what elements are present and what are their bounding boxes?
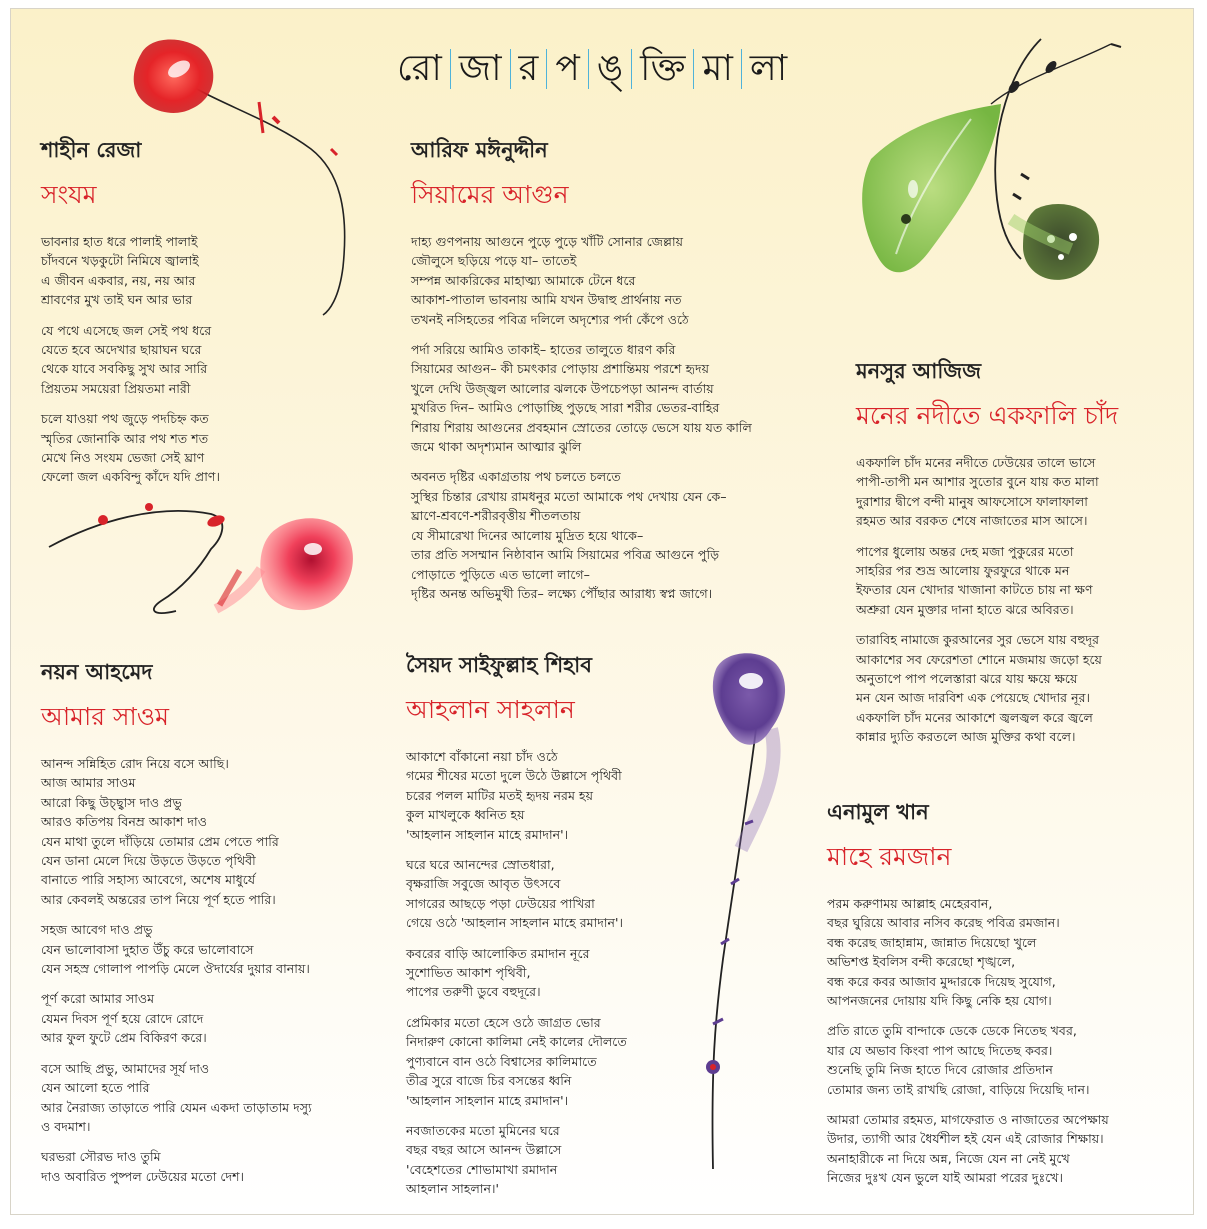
stanza bbox=[406, 855, 706, 933]
stanza bbox=[827, 1021, 1177, 1099]
poem-line: অনাহারীকে না দিয়ে অন্ন, নিজে যেন না নেই মুখে bbox=[827, 1150, 1070, 1166]
poem-line: আজ আমার সাওম bbox=[41, 775, 136, 791]
poem-line: খুলে দেখি উজ্জ্বল আলোর ঝলকে উপচেপড়া আনন্দ বার্তায় bbox=[411, 380, 714, 396]
poem-line: ফেলো জল একবিন্দু কাঁদে যদি প্রাণ। bbox=[41, 469, 220, 485]
poem-line: তীব্র সুরে বাজে চির বসন্তের ধ্বনি bbox=[406, 1073, 572, 1089]
stanza bbox=[406, 944, 706, 1002]
page-title bbox=[389, 47, 795, 91]
poem-line: পুণ্যবানে বান ওঠে বিশ্বাসের কালিমাতে bbox=[406, 1053, 597, 1069]
poem-line: আহলান সাহলান।' bbox=[406, 1181, 499, 1197]
title-char: ক্তি bbox=[640, 48, 686, 89]
poem-line: মেখে নিও সংযম ভেজা সেই ঘ্রাণ bbox=[41, 450, 205, 466]
poem-block bbox=[856, 355, 1186, 758]
poem-line: আর নৈরাজ্য তাড়াতে পারি যেমন একদা তাড়াতাম দস্যু bbox=[41, 1099, 312, 1115]
stanza bbox=[41, 920, 401, 978]
purple-flower-icon bbox=[706, 653, 785, 1169]
poem-line: সুস্থির চিন্তার রেখায় রামধনুর মতো আমাকে পথ দেখায় যেন কে– bbox=[411, 488, 727, 504]
stanza bbox=[41, 409, 341, 487]
stanza bbox=[411, 232, 831, 329]
poem-line: তোমার জন্য তাই রাখছি রোজা, বাড়িয়ে দিয়েছি দান। bbox=[827, 1081, 1090, 1097]
stanza bbox=[41, 1147, 401, 1186]
poetry-page bbox=[10, 8, 1194, 1215]
poem-line: আকাশে বাঁকানো নয়া চাঁদ ওঠে bbox=[406, 749, 558, 764]
poem-line: যেন আলো হতে পারি bbox=[41, 1080, 150, 1096]
poem-line: আনন্দ সন্নিহিত রোদ নিয়ে বসে আছি। bbox=[41, 756, 229, 771]
poem-line: প্রতি রাতে তুমি বান্দাকে ডেকে ডেকে নিতেছ খবর, bbox=[827, 1023, 1077, 1039]
poem-line: আর কেবলই অন্তরের তাপ নিয়ে পূর্ণ হতে পারি। bbox=[41, 891, 276, 907]
poem-title: আহলান সাহলান bbox=[406, 695, 575, 724]
stanza bbox=[411, 467, 831, 603]
poem-line: যে পথে এসেছে জল সেই পথ ধরে bbox=[41, 322, 212, 338]
poem-line: অশ্রুরা যেন মুক্তার দানা হাতে ঝরে অবিরত। bbox=[856, 601, 1074, 617]
poem-line: মুখরিত দিন– আমিও পোড়াচ্ছি পুড়ছে সারা শরীর ভেতর-বাহির bbox=[411, 400, 720, 416]
stanza bbox=[856, 542, 1186, 620]
stanza bbox=[41, 232, 341, 310]
poem-line: ও বদমাশ। bbox=[41, 1118, 91, 1134]
poem-line: মন যেন আজ দারবিশ এক পেয়েছে খোদার নূর। bbox=[856, 690, 1091, 706]
pink-flower-icon bbox=[49, 503, 353, 613]
poem-line: আরও কতিপয় বিনম্র আকাশ দাও bbox=[41, 814, 207, 830]
stanza bbox=[406, 747, 706, 844]
poem-block bbox=[41, 656, 401, 1197]
poet-name: শাহীন রেজা bbox=[41, 137, 142, 162]
poem-line: অবনত দৃষ্টির একাগ্রতায় পথ চলতে চলতে bbox=[411, 469, 621, 485]
title-char: লা bbox=[749, 48, 788, 89]
poem-line: শ্রাবণের মুখ তাই ঘন আর ভার bbox=[41, 292, 193, 308]
poem-line: সহজ আবেগ দাও প্রভু bbox=[41, 922, 153, 938]
poem-line: পর্দা সরিয়ে আমিও তাকাই– হাতের তালুতে ধারণ করি bbox=[411, 342, 676, 358]
poem-line: রহমত আর বরকত শেষে নাজাতের মাস আসে। bbox=[856, 513, 1088, 529]
poem-line: ঘ্রাণে-শ্রবণে-শরীরবৃত্তীয় শীতলতায় bbox=[411, 508, 581, 524]
poem-line: যেতে হবে অদেখার ছায়াঘন ঘরে bbox=[41, 342, 202, 358]
poem-line: যেন ভালোবাসা দুহাত উঁচু করে ভালোবাসে bbox=[41, 941, 254, 957]
poem-line: 'আহলান সাহলান মাহে রমাদান'। bbox=[406, 1092, 569, 1108]
stanza bbox=[411, 340, 831, 456]
poem-line: ঘরভরা সৌরভ দাও তুমি bbox=[41, 1149, 161, 1165]
poem-title: মাহে রমজান bbox=[827, 842, 952, 871]
poem-line: বৃক্ষরাজি সবুজে আবৃত উৎসবে bbox=[406, 876, 561, 892]
poem-line: চাঁদবনে খড়কুটো নিমিষে জ্বালাই bbox=[41, 253, 199, 269]
poem-line: অভিশপ্ত ইবলিস বন্দী করেছো শৃঙ্খলে, bbox=[827, 954, 1016, 970]
poem-line: পাপের তরুণী ডুবে বহুদূরে। bbox=[406, 984, 541, 1000]
poem-line: পোড়াতে পুড়িতে এত ভালো লাগে– bbox=[411, 566, 590, 582]
poem-line: আকাশ-পাতাল ভাবনায় আমি যখন উদ্বাহু প্রার্থনায় নত bbox=[411, 292, 682, 308]
poem-line: দৃষ্টির অনন্ত অভিমুখী তির– লক্ষ্যে পৌঁছার আরাধ্য স্বপ্ন জাগে। bbox=[411, 585, 713, 601]
poem-line: শিরায় শিরায় আগুনের প্রবহমান স্রোতের তোড়ে ভেসে যায় যত কালি bbox=[411, 419, 752, 435]
poem-line: আর ফুল ফুটে প্রেম বিকিরণ করে। bbox=[41, 1030, 207, 1046]
title-char: প bbox=[555, 48, 580, 89]
poem-line: যেন ডানা মেলে দিয়ে উড়তে উড়তে পৃথিবী bbox=[41, 853, 256, 869]
poem-line: কান্নার দ্যুতি করতলে আজ মুক্তির কথা বলে। bbox=[856, 729, 1076, 745]
poem-line: জমে থাকা অদৃশ্যমান আত্মার ঝুলি bbox=[411, 439, 582, 455]
poem-line: আরো কিছু উচ্ছ্বাস দাও প্রভু bbox=[41, 794, 182, 810]
poem-line: পাপের ধুলোয় অন্তর দেহ মজা পুকুরের মতো bbox=[856, 543, 1074, 559]
stanza bbox=[41, 754, 401, 909]
title-char: ঙ্ bbox=[596, 48, 624, 89]
poem-line: তারাবিহ নামাজে কুরআনের সুর ভেসে যায় বহুদূর bbox=[856, 632, 1100, 648]
poem-line: বানাতে পারি সহাস্য আবেগে, অশেষ মাধুর্যে bbox=[41, 872, 256, 888]
poem-line: আমরা তোমার রহমত, মাগফেরাত ও নাজাতের অপেক্ষায় bbox=[827, 1112, 1109, 1128]
poem-block bbox=[406, 649, 706, 1210]
poem-line: উদার, ত্যাগী আর ধৈর্যশীল হই যেন এই রোজার শিক্ষায়। bbox=[827, 1131, 1104, 1147]
poem-line: আপনজনের দোয়ায় যদি কিছু নেকি হয় যোগ। bbox=[827, 993, 1052, 1009]
title-char: র bbox=[518, 48, 539, 89]
poem-line: কুল মাখলুকে ধ্বনিত হয় bbox=[406, 807, 525, 823]
poem-line: একফালি চাঁদ মনের নদীতে ঢেউয়ের তালে ভাসে bbox=[856, 455, 1096, 470]
poem-block bbox=[411, 134, 831, 614]
poem-line: চরের পলল মাটির মতই হৃদয় নরম হয় bbox=[406, 787, 594, 803]
poem-line: পরম করুণাময় আল্লাহ মেহেরবান, bbox=[827, 896, 993, 911]
poem-title: সিয়ামের আগুন bbox=[411, 180, 569, 209]
poem-line: পাপী-তাপী মন আশার সুতোর বুনে যায় কত মালা bbox=[856, 474, 1099, 490]
poem-line: বসে আছি প্রভু, আমাদের সূর্য দাও bbox=[41, 1060, 210, 1076]
poet-name: নয়ন আহমেদ bbox=[41, 659, 153, 684]
poet-name: এনামুল খান bbox=[827, 799, 929, 824]
poem-line: গেয়ে ওঠে 'আহলান সাহলান মাহে রমাদান'। bbox=[406, 915, 624, 931]
poem-line: আকাশের সব ফেরেশতা শোনে মজমায় জড়ো হয়ে bbox=[856, 651, 1102, 667]
poem-line: একফালি চাঁদ মনের আকাশে জ্বলজ্বল করে জ্বলে bbox=[856, 709, 1093, 725]
poem-line: নিদারুণ কোনো কালিমা নেই কালের দৌলতে bbox=[406, 1034, 627, 1050]
stanza bbox=[406, 1121, 706, 1199]
poem-line: থেকে যাবে সবকিছু সুখ আর সারি bbox=[41, 361, 208, 377]
poem-line: দাহ্য গুণপনায় আগুনে পুড়ে পুড়ে খাঁটি সোনার জেল্লায় bbox=[411, 234, 684, 249]
poem-line: নিজের দুঃখ যেন ভুলে যাই আমরা পরের দুঃখে। bbox=[827, 1170, 1064, 1186]
stanza bbox=[827, 894, 1177, 1010]
poem-line: পূর্ণ করো আমার সাওম bbox=[41, 991, 155, 1007]
poem-line: সম্পন্ন আকরিকের মাহাত্ম্য আমাকে টেনে ধরে bbox=[411, 272, 636, 288]
poem-line: জৌলুসে ছড়িয়ে পড়ে যা– তাতেই bbox=[411, 253, 577, 269]
green-leaf-icon bbox=[862, 39, 1121, 280]
poem-line: বছর বছর আসে আনন্দ উল্লাসে bbox=[406, 1142, 562, 1158]
poem-title: আমার সাওম bbox=[41, 702, 170, 731]
poem-line: বন্ধ করে কবর আজাব মুদ্দারকে দিয়েছ সুযোগ, bbox=[827, 973, 1056, 989]
poet-name: সৈয়দ সাইফুল্লাহ শিহাব bbox=[406, 652, 592, 677]
poem-line: গমের শীষের মতো দুলে উঠে উল্লাসে পৃথিবী bbox=[406, 768, 622, 784]
poem-line: এ জীবন একবার, নয়, নয় আর bbox=[41, 272, 196, 288]
poem-line: ইফতার যেন খোদার খাজানা কাটতে চায় না ক্ষণ bbox=[856, 582, 1093, 598]
poem-line: যে সীমারেখা দিনের আলোয় মুদ্রিত হয়ে থাকে– bbox=[411, 527, 644, 543]
poem-line: স্মৃতির জোনাকি আর পথ শত শত bbox=[41, 430, 209, 446]
poem-title: মনের নদীতে একফালি চাঁদ bbox=[856, 401, 1119, 430]
poem-line: অনুতাপে পাপ পলেস্তারা ঝরে যায় ক্ষয়ে ক্ষয়ে bbox=[856, 671, 1078, 687]
stanza bbox=[856, 453, 1186, 531]
poem-line: প্রেমিকার মতো হেসে ওঠে জাগ্রত ভোর bbox=[406, 1014, 601, 1030]
poem-line: বন্ধ করেছ জাহান্নাম, জান্নাত দিয়েছো খুলে bbox=[827, 934, 1037, 950]
poem-line: শুনেছি তুমি নিজ হাতে দিবে রোজার প্রতিদান bbox=[827, 1062, 1053, 1078]
poem-line: বছর ঘুরিয়ে আবার নসিব করেছ পবিত্র রমজান। bbox=[827, 915, 1060, 931]
poet-name: মনসুর আজিজ bbox=[856, 358, 982, 383]
poem-block bbox=[41, 134, 341, 498]
poem-line: সুশোভিত আকাশ পৃথিবী, bbox=[406, 965, 531, 981]
poem-line: সিয়ামের আগুন– কী চমৎকার পোড়ায় প্রশান্তিময় পরশে হৃদয় bbox=[411, 361, 710, 377]
poem-line: প্রিয়তম সময়েরা প্রিয়তমা নারী bbox=[41, 380, 191, 396]
poem-line: দাও অবারিত পুষ্পল ঢেউয়ের মতো দেশ। bbox=[41, 1168, 245, 1184]
stanza bbox=[827, 1110, 1177, 1188]
poem-line: 'বেহেশতের শোভামাখা রমাদান bbox=[406, 1161, 558, 1177]
poem-title: সংযম bbox=[41, 180, 97, 209]
stanza bbox=[406, 1013, 706, 1110]
poem-line: নবজাতকের মতো মুমিনের ঘরে bbox=[406, 1122, 560, 1138]
stanza bbox=[856, 630, 1186, 746]
poem-line: সাহরির পর শুভ্র আলোয় ফুরফুরে থাকে মন bbox=[856, 563, 1070, 579]
poem-line: যেমন দিবস পূর্ণ হয়ে রোদে রোদে bbox=[41, 1010, 204, 1026]
poem-line: 'আহলান সাহলান মাহে রমাদান'। bbox=[406, 826, 569, 842]
poem-line: তার প্রতি সসম্মান নিষ্ঠাবান আমি সিয়ামের পবিত্র আগুনে পুড়ি bbox=[411, 547, 720, 563]
title-char: রো bbox=[397, 48, 442, 89]
title-char: জা bbox=[458, 48, 502, 89]
poem-line: যেন সহস্র গোলাপ পাপড়ি মেলে ঔদার্যের দুয়ার বানায়। bbox=[41, 961, 310, 977]
poem-line: সাগরের আছড়ে পড়া ঢেউয়ের পাখিরা bbox=[406, 895, 595, 911]
poem-block bbox=[827, 796, 1177, 1199]
stanza bbox=[41, 321, 341, 399]
stanza bbox=[41, 1059, 401, 1137]
poem-line: যার যে অভাব কিংবা পাপ আছে দিতেছ কবর। bbox=[827, 1042, 1053, 1058]
stanza bbox=[41, 989, 401, 1047]
poem-line: চলে যাওয়া পথ জুড়ে পদচিহ্ন কত bbox=[41, 411, 209, 427]
poem-line: ভাবনার হাত ধরে পালাই পালাই bbox=[41, 234, 198, 249]
poem-line: দুরাশার দ্বীপে বন্দী মানুষ আফসোসে ফালাফালা bbox=[856, 493, 1088, 509]
poem-line: তখনই নসিহতের পবিত্র দলিলে অদৃশ্যের পর্দা কেঁপে ওঠে bbox=[411, 311, 689, 327]
poet-name: আরিফ মঈনুদ্দীন bbox=[411, 137, 548, 162]
poem-line: যেন মাথা তুলে দাঁড়িয়ে তোমার প্রেম পেতে পারি bbox=[41, 833, 279, 849]
poem-line: ঘরে ঘরে আনন্দের স্রোতধারা, bbox=[406, 857, 555, 873]
poem-line: কবরের বাড়ি আলোকিত রমাদান নূরে bbox=[406, 945, 590, 961]
title-char: মা bbox=[702, 48, 733, 89]
